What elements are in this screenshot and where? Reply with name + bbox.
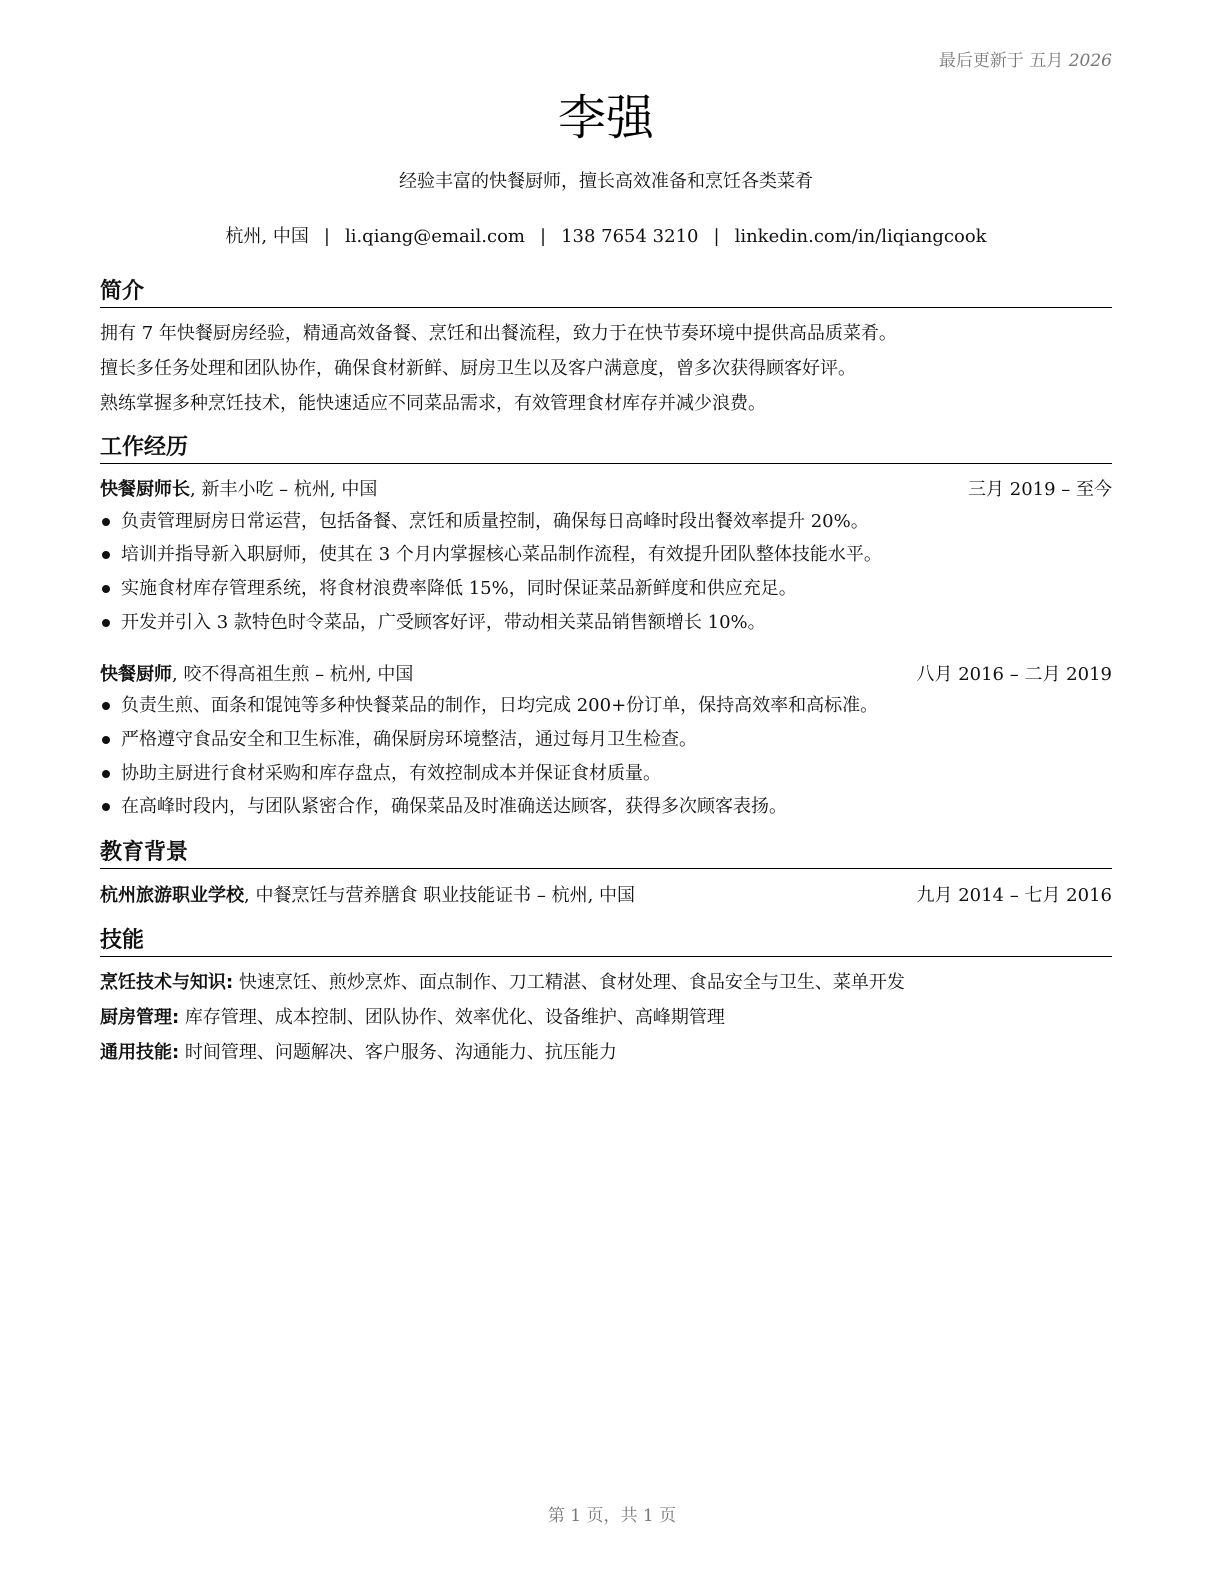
skill-label: 通用技能: [100, 1042, 180, 1063]
job-dates: 三月 2019 – 至今 [968, 479, 1112, 500]
bullet-dot [102, 518, 110, 526]
bullet-dot [102, 803, 110, 811]
summary-line: 擅长多任务处理和团队协作，确保食材新鲜、厨房卫生以及客户满意度，曾多次获得顾客好评。 [100, 358, 856, 379]
contact-linkedin-link[interactable]: linkedin.com/in/liqiangcook [734, 226, 987, 247]
last-updated [939, 46, 1112, 71]
bullet-dot [102, 770, 110, 778]
section-title-skills: 技能 [100, 927, 1112, 957]
skill-line [100, 1041, 1112, 1065]
summary-line: 拥有 7 年快餐厨房经验，精通高效备餐、烹饪和出餐流程，致力于在快节奏环境中提供高品质菜肴。 [100, 323, 897, 344]
contact-phone: 138 7654 3210 [561, 226, 699, 247]
contact-email-link[interactable]: li.qiang@email.com [344, 226, 525, 247]
bullet-dot [102, 702, 110, 710]
skill-line [100, 1006, 1112, 1030]
skill-value: 快速烹饪、煎炒烹炸、面点制作、刀工精湛、食材处理、食品安全与卫生、菜单开发 [233, 972, 905, 993]
education-dates: 九月 2014 – 七月 2016 [916, 885, 1112, 906]
job-bullet-text: 培训并指导新入职厨师，使其在 3 个月内掌握核心菜品制作流程，有效提升团队整体技能水平。 [121, 544, 882, 565]
skill-value: 库存管理、成本控制、团队协作、效率优化、设备维护、高峰期管理 [179, 1007, 725, 1028]
candidate-name: 李强 [557, 90, 654, 146]
section-title-experience: 工作经历 [100, 434, 1112, 464]
job-employer: , 新丰小吃 – 杭州, 中国 [190, 479, 378, 500]
contact-line [100, 225, 1112, 249]
bullet-dot [102, 585, 110, 593]
summary-line: 熟练掌握多种烹饪技术，能快速适应不同菜品需求，有效管理食材库存并减少浪费。 [100, 393, 766, 414]
skill-label: 烹饪技术与知识: [100, 972, 234, 993]
skill-label: 厨房管理: [100, 1007, 180, 1028]
education-school: 杭州旅游职业学校 [100, 885, 244, 906]
contact-separator: | [539, 226, 547, 247]
job-bullet-text: 严格遵守食品安全和卫生标准，确保厨房环境整洁，通过每月卫生检查。 [121, 729, 697, 750]
bullet-dot [102, 551, 110, 559]
job-bullet-text: 在高峰时段内，与团队紧密合作，确保菜品及时准确送达顾客，获得多次顾客表扬。 [121, 796, 787, 817]
job-position: 快餐厨师 [100, 664, 172, 685]
job-bullet-text: 开发并引入 3 款特色时令菜品，广受顾客好评，带动相关菜品销售额增长 10%。 [121, 612, 766, 633]
job-title-line [100, 478, 377, 502]
job-bullet-text: 负责生煎、面条和馄饨等多种快餐菜品的制作，日均完成 200+份订单，保持高效率和高标准。 [121, 695, 879, 716]
education-line [100, 884, 635, 908]
bullet-dot [102, 736, 110, 744]
last-updated-label: 最后更新于 五月 [938, 51, 1064, 71]
job-bullet-text: 负责管理厨房日常运营，包括备餐、烹饪和质量控制，确保每日高峰时段出餐效率提升 20%。 [121, 511, 869, 532]
job-bullet-text: 协助主厨进行食材采购和库存盘点，有效控制成本并保证食材质量。 [121, 763, 661, 784]
job-position: 快餐厨师长 [100, 479, 190, 500]
section-title-summary: 简介 [100, 278, 1112, 308]
bullet-dot [102, 619, 110, 627]
section-title-education: 教育背景 [100, 839, 1112, 869]
skill-value: 时间管理、问题解决、客户服务、沟通能力、抗压能力 [179, 1042, 617, 1063]
job-dates: 八月 2016 – 二月 2019 [916, 664, 1112, 685]
education-details: , 中餐烹饪与营养膳食 职业技能证书 – 杭州, 中国 [244, 885, 636, 906]
headline: 经验丰富的快餐厨师，擅长高效准备和烹饪各类菜肴 [399, 171, 813, 192]
skill-line [100, 971, 1112, 995]
contact-separator: | [713, 226, 720, 247]
contact-separator: | [323, 226, 330, 247]
contact-location: 杭州, 中国 [225, 226, 309, 247]
job-title-line [100, 663, 413, 687]
job-bullet-text: 实施食材库存管理系统，将食材浪费率降低 15%，同时保证菜品新鲜度和供应充足。 [121, 578, 797, 599]
page-number: 第 1 页，共 1 页 [547, 1506, 677, 1526]
last-updated-year: 2026 [1068, 51, 1112, 71]
job-employer: , 咬不得高祖生煎 – 杭州, 中国 [172, 664, 414, 685]
